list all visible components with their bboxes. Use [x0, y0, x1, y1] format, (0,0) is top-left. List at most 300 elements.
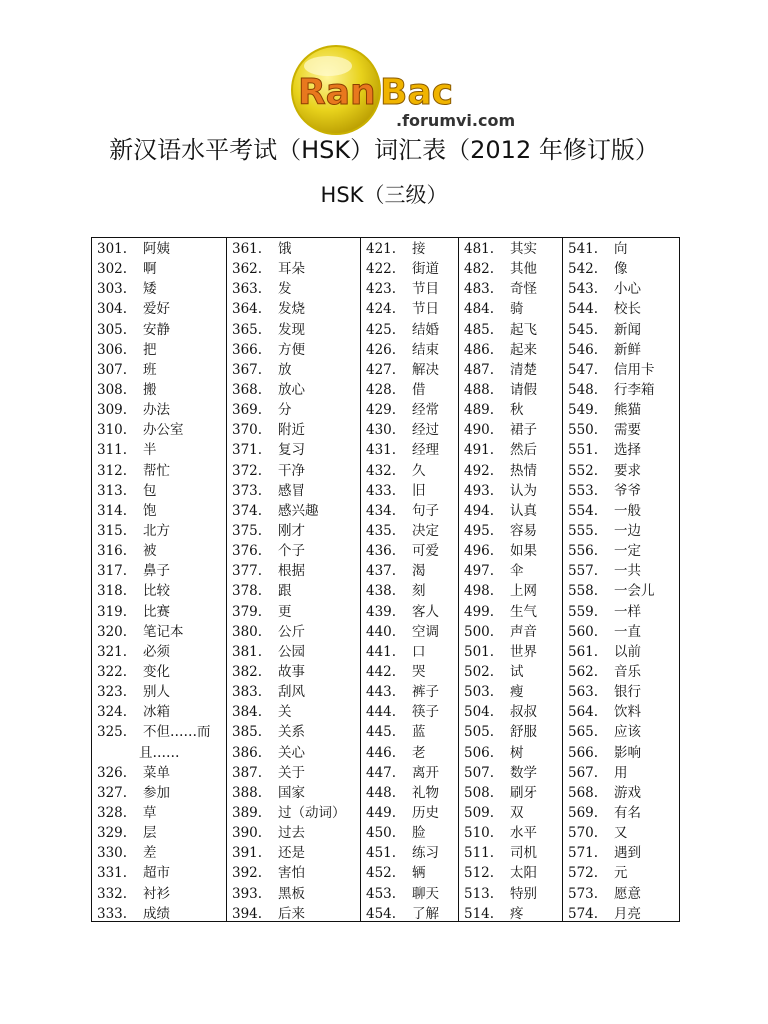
- vocab-word: 班: [143, 361, 157, 378]
- vocab-entry: [568, 360, 679, 380]
- vocab-entry: [464, 420, 562, 440]
- vocab-number: 313.: [97, 482, 128, 499]
- vocab-word: 哭: [412, 663, 426, 680]
- vocab-word: 办公室: [143, 422, 184, 439]
- vocab-word: 经常: [412, 402, 439, 419]
- vocab-entry: [97, 420, 226, 440]
- vocab-entry: [366, 581, 458, 601]
- vocab-word: 一定: [614, 543, 641, 560]
- vocab-entry: [232, 259, 360, 279]
- vocab-number: 485.: [464, 321, 495, 338]
- vocab-entry: [366, 823, 458, 843]
- vocab-entry: [97, 722, 226, 742]
- vocab-number: 488.: [464, 381, 495, 398]
- vocab-word: 感兴趣: [278, 502, 319, 519]
- vocab-word: 骑: [510, 301, 524, 318]
- vocab-number: 373.: [232, 482, 263, 499]
- vocab-number: 320.: [97, 623, 128, 640]
- vocab-word: 爷爷: [614, 482, 641, 499]
- vocab-number: 489.: [464, 402, 495, 419]
- vocab-word: 新鲜: [614, 341, 641, 358]
- vocab-entry: [464, 783, 562, 803]
- vocab-number: 566.: [568, 744, 599, 761]
- vocab-number: 393.: [232, 885, 263, 902]
- vocab-word: 饮料: [614, 704, 641, 721]
- vocab-word: 行李箱: [614, 381, 655, 398]
- vocab-entry: [568, 461, 679, 481]
- vocab-number: 383.: [232, 684, 263, 701]
- vocab-word: 旧: [412, 482, 426, 499]
- vocab-number: 430.: [366, 422, 397, 439]
- vocab-number: 314.: [97, 502, 128, 519]
- vocab-entry: [97, 259, 226, 279]
- vocab-entry: [366, 481, 458, 501]
- vocab-number: 423.: [366, 281, 397, 298]
- vocab-word: 小心: [614, 281, 641, 298]
- vocab-word: 鼻子: [143, 563, 170, 580]
- vocab-number: 550.: [568, 422, 599, 439]
- vocab-number: 484.: [464, 301, 495, 318]
- vocab-word: 树: [510, 744, 524, 761]
- vocab-entry: [568, 581, 679, 601]
- vocab-number: 312.: [97, 462, 128, 479]
- vocab-word: 菜单: [143, 764, 170, 781]
- vocab-entry: [97, 239, 226, 259]
- vocab-entry: [464, 259, 562, 279]
- vocab-word: 银行: [614, 684, 641, 701]
- vocab-entry: [366, 259, 458, 279]
- vocab-word: 发烧: [278, 301, 305, 318]
- vocab-word: 根据: [278, 563, 305, 580]
- vocab-entry: [366, 501, 458, 521]
- vocab-number: 569.: [568, 804, 599, 821]
- vocab-number: 437.: [366, 563, 397, 580]
- vocab-number: 555.: [568, 522, 599, 539]
- vocab-entry: [464, 380, 562, 400]
- vocab-number: 440.: [366, 623, 397, 640]
- vocab-word: 可爱: [412, 543, 439, 560]
- vocab-entry: [366, 803, 458, 823]
- vocab-entry: [464, 884, 562, 904]
- vocab-word: 刷牙: [510, 784, 537, 801]
- vocab-entry: [97, 682, 226, 702]
- vocab-number: 329.: [97, 825, 128, 842]
- vocab-word: 节日: [412, 301, 439, 318]
- vocab-word: 解决: [412, 361, 439, 378]
- vocab-number: 384.: [232, 704, 263, 721]
- vocab-word: 裙子: [510, 422, 537, 439]
- vocab-word: 阿姨: [143, 241, 170, 257]
- vocab-word: 刮风: [278, 684, 305, 701]
- vocab-word: 结婚: [412, 321, 439, 338]
- vocab-entry: [464, 863, 562, 883]
- vocab-word: 衬衫: [143, 885, 170, 902]
- vocab-number: 366.: [232, 341, 263, 358]
- vocab-number: 561.: [568, 643, 599, 660]
- vocab-entry: [568, 561, 679, 581]
- vocab-number: 497.: [464, 563, 495, 580]
- vocab-word: 礼物: [412, 784, 439, 801]
- vocab-word: 客人: [412, 603, 439, 620]
- vocab-number: 432.: [366, 462, 397, 479]
- vocab-word: 太阳: [510, 865, 537, 882]
- vocab-word: 经理: [412, 442, 439, 459]
- vocab-number: 546.: [568, 341, 599, 358]
- vocab-entry: [464, 763, 562, 783]
- vocab-word: 伞: [510, 563, 524, 580]
- vocab-entry: [568, 622, 679, 642]
- vocab-entry: [464, 279, 562, 299]
- vocab-entry: [366, 602, 458, 622]
- vocab-word: 句子: [412, 502, 439, 519]
- vocab-number: 327.: [97, 784, 128, 801]
- vocab-number: 563.: [568, 684, 599, 701]
- vocab-entry: [232, 743, 360, 763]
- vocab-word: 层: [143, 825, 157, 842]
- vocab-entry: [97, 904, 226, 924]
- vocab-number: 571.: [568, 845, 599, 862]
- vocab-word: 愿意: [614, 885, 641, 902]
- vocab-entry: [568, 843, 679, 863]
- vocab-word: 筷子: [412, 704, 439, 721]
- vocab-entry: [464, 239, 562, 259]
- page-subtitle: HSK（三级）: [320, 183, 448, 207]
- vocab-entry: [464, 320, 562, 340]
- vocab-entry: [464, 662, 562, 682]
- vocab-word: 空调: [412, 623, 439, 640]
- vocab-entry: [568, 400, 679, 420]
- vocab-column-3: [360, 238, 458, 921]
- vocab-entry: [464, 702, 562, 722]
- vocab-word: 经过: [412, 422, 439, 439]
- vocab-word: 附近: [278, 422, 305, 439]
- vocab-entry: [232, 803, 360, 823]
- vocab-word: 然后: [510, 442, 537, 459]
- vocab-entry: [568, 884, 679, 904]
- vocab-word: 月亮: [614, 905, 641, 922]
- vocab-entry: [568, 823, 679, 843]
- vocab-number: 362.: [232, 261, 263, 278]
- vocab-number: 390.: [232, 825, 263, 842]
- vocab-word: 公斤: [278, 623, 305, 640]
- vocab-entry: [568, 259, 679, 279]
- vocab-word: 选择: [614, 442, 641, 459]
- vocab-entry: [568, 541, 679, 561]
- vocab-number: 435.: [366, 522, 397, 539]
- vocab-entry: [366, 541, 458, 561]
- vocab-number: 425.: [366, 321, 397, 338]
- vocab-number: 385.: [232, 724, 263, 741]
- vocab-entry: [464, 440, 562, 460]
- vocab-word: 后来: [278, 905, 305, 922]
- vocab-entry: [464, 521, 562, 541]
- vocab-number: 453.: [366, 885, 397, 902]
- vocab-entry: [568, 602, 679, 622]
- vocab-word: 清楚: [510, 361, 537, 378]
- vocab-entry: [232, 440, 360, 460]
- vocab-word: 热情: [510, 462, 537, 479]
- vocab-word: 变化: [143, 663, 170, 680]
- vocab-word: 参加: [143, 784, 170, 801]
- vocab-word: 冰箱: [143, 704, 170, 721]
- vocab-word: 有名: [614, 804, 641, 821]
- vocab-word: 应该: [614, 724, 641, 741]
- vocab-word: 刚才: [278, 522, 305, 539]
- vocab-entry: [568, 299, 679, 319]
- vocab-word: 办法: [143, 402, 170, 419]
- logo-text-ran: Ran: [298, 72, 376, 113]
- vocab-entry: [568, 521, 679, 541]
- vocab-word: 像: [614, 261, 628, 278]
- vocab-word: 司机: [510, 845, 537, 862]
- vocab-number: 509.: [464, 804, 495, 821]
- vocab-word: 发现: [278, 321, 305, 338]
- vocab-word: 啊: [143, 261, 157, 278]
- vocab-number: 427.: [366, 361, 397, 378]
- vocab-number: 498.: [464, 583, 495, 600]
- vocab-number: 444.: [366, 704, 397, 721]
- vocab-number: 512.: [464, 865, 495, 882]
- vocab-word: 街道: [412, 261, 439, 278]
- vocab-entry: [97, 360, 226, 380]
- vocab-number: 332.: [97, 885, 128, 902]
- vocab-word: 声音: [510, 623, 537, 640]
- vocab-word: 遇到: [614, 845, 641, 862]
- vocab-number: 310.: [97, 422, 128, 439]
- vocab-number: 486.: [464, 341, 495, 358]
- vocab-number: 574.: [568, 905, 599, 922]
- vocab-entry: [568, 420, 679, 440]
- vocab-number: 378.: [232, 583, 263, 600]
- vocab-entry: [366, 380, 458, 400]
- vocab-word: 一共: [614, 563, 641, 580]
- vocab-word: 请假: [510, 381, 537, 398]
- vocab-word: 故事: [278, 663, 305, 680]
- vocab-word: 一边: [614, 522, 641, 539]
- vocab-entry: [97, 863, 226, 883]
- vocab-entry: [97, 561, 226, 581]
- vocab-number: 322.: [97, 663, 128, 680]
- vocab-number: 557.: [568, 563, 599, 580]
- vocab-word: 口: [412, 643, 426, 660]
- vocab-number: 549.: [568, 402, 599, 419]
- vocab-entry: [568, 682, 679, 702]
- vocab-number: 371.: [232, 442, 263, 459]
- vocab-entry: [97, 481, 226, 501]
- vocab-word: 分: [278, 402, 292, 419]
- vocab-entry: [366, 340, 458, 360]
- vocab-word: 特别: [510, 885, 537, 902]
- vocab-word: 借: [412, 381, 426, 398]
- vocab-number: 556.: [568, 543, 599, 560]
- vocab-entry: [464, 541, 562, 561]
- vocab-number: 503.: [464, 684, 495, 701]
- vocab-entry: [568, 340, 679, 360]
- vocab-entry: [366, 622, 458, 642]
- vocab-entry: [97, 763, 226, 783]
- vocab-word: 音乐: [614, 663, 641, 680]
- vocab-entry: [232, 622, 360, 642]
- vocab-number: 364.: [232, 301, 263, 318]
- vocab-word: 聊天: [412, 885, 439, 902]
- vocab-word: 搬: [143, 381, 157, 398]
- vocab-number: 502.: [464, 663, 495, 680]
- vocab-number: 303.: [97, 281, 128, 298]
- vocab-entry: [568, 722, 679, 742]
- vocab-word: 结束: [412, 341, 439, 358]
- vocab-word: 包: [143, 482, 157, 499]
- vocab-number: 421.: [366, 241, 397, 257]
- vocab-number: 363.: [232, 281, 263, 298]
- vocab-entry: [232, 400, 360, 420]
- vocab-column-1: [92, 238, 226, 921]
- vocab-entry: [232, 501, 360, 521]
- vocab-word: 世界: [510, 643, 537, 660]
- vocab-word: 上网: [510, 583, 537, 600]
- vocab-entry: [366, 763, 458, 783]
- vocab-entry: [464, 400, 562, 420]
- vocab-number: 389.: [232, 804, 263, 821]
- vocab-word: 发: [278, 281, 292, 298]
- vocab-word: 更: [278, 603, 292, 620]
- vocab-word: 关于: [278, 764, 305, 781]
- vocab-entry: [464, 360, 562, 380]
- vocab-entry: [464, 743, 562, 763]
- vocab-number: 508.: [464, 784, 495, 801]
- vocab-entry: [568, 501, 679, 521]
- vocab-entry: [366, 461, 458, 481]
- vocab-entry: [232, 299, 360, 319]
- vocab-number: 541.: [568, 241, 599, 257]
- vocab-entry: [232, 863, 360, 883]
- vocab-word: 需要: [614, 422, 641, 439]
- vocab-number: 333.: [97, 905, 128, 922]
- vocab-word: 脸: [412, 825, 426, 842]
- vocab-word: 一样: [614, 603, 641, 620]
- vocab-entry: [366, 360, 458, 380]
- vocab-entry: [464, 904, 562, 924]
- vocab-number: 565.: [568, 724, 599, 741]
- vocab-number: 504.: [464, 704, 495, 721]
- vocab-number: 391.: [232, 845, 263, 862]
- vocab-number: 572.: [568, 865, 599, 882]
- vocab-number: 558.: [568, 583, 599, 600]
- vocab-number: 422.: [366, 261, 397, 278]
- vocab-entry: [232, 380, 360, 400]
- vocab-number: 511.: [464, 845, 495, 862]
- vocab-word: 水平: [510, 825, 537, 842]
- vocab-word: 向: [614, 241, 628, 257]
- vocab-entry: [97, 581, 226, 601]
- vocab-entry: [97, 461, 226, 481]
- vocab-word: 一般: [614, 502, 641, 519]
- vocab-entry: [366, 320, 458, 340]
- vocab-entry: [568, 320, 679, 340]
- vocab-number: 379.: [232, 603, 263, 620]
- vocab-word: 帮忙: [143, 462, 170, 479]
- vocab-word: 笔记本: [143, 623, 184, 640]
- vocab-number: 490.: [464, 422, 495, 439]
- vocab-entry: [464, 481, 562, 501]
- vocab-entry: [464, 803, 562, 823]
- vocab-number: 568.: [568, 784, 599, 801]
- vocab-entry: [366, 239, 458, 259]
- vocab-word: 把: [143, 341, 157, 358]
- vocab-number: 367.: [232, 361, 263, 378]
- vocab-word: 要求: [614, 462, 641, 479]
- vocab-entry: [97, 320, 226, 340]
- vocab-entry: [232, 239, 360, 259]
- vocab-entry: [232, 541, 360, 561]
- vocab-number: 382.: [232, 663, 263, 680]
- vocab-number: 551.: [568, 442, 599, 459]
- vocab-number: 394.: [232, 905, 263, 922]
- vocab-entry: [97, 521, 226, 541]
- vocab-word: 决定: [412, 522, 439, 539]
- vocab-entry: [568, 662, 679, 682]
- vocab-word: 其他: [510, 261, 537, 278]
- vocab-word: 元: [614, 865, 628, 882]
- page-title: 新汉语水平考试（HSK）词汇表（2012 年修订版）: [109, 136, 659, 164]
- vocab-number: 445.: [366, 724, 397, 741]
- vocab-entry: [366, 863, 458, 883]
- vocab-number: 543.: [568, 281, 599, 298]
- vocab-number: 544.: [568, 301, 599, 318]
- vocab-entry: [366, 884, 458, 904]
- vocab-number: 514.: [464, 905, 495, 922]
- vocab-entry: [568, 642, 679, 662]
- vocab-entry: [97, 299, 226, 319]
- vocab-number: 323.: [97, 684, 128, 701]
- vocab-entry: [97, 743, 226, 763]
- vocab-number: 318.: [97, 583, 128, 600]
- vocab-word: 感冒: [278, 482, 305, 499]
- vocab-word: 历史: [412, 804, 439, 821]
- vocab-number: 507.: [464, 764, 495, 781]
- vocab-entry: [232, 521, 360, 541]
- vocab-number: 317.: [97, 563, 128, 580]
- vocab-word: 别人: [143, 684, 170, 701]
- vocab-word: 关心: [278, 744, 305, 761]
- vocab-word: 渴: [412, 563, 426, 580]
- vocab-word: 双: [510, 804, 524, 821]
- vocab-number: 361.: [232, 241, 263, 257]
- vocab-number: 442.: [366, 663, 397, 680]
- vocab-entry: [366, 843, 458, 863]
- vocab-entry: [568, 863, 679, 883]
- vocab-entry: [97, 279, 226, 299]
- vocab-number: 381.: [232, 643, 263, 660]
- vocab-word: 方便: [278, 341, 305, 358]
- vocab-entry: [97, 884, 226, 904]
- vocab-number: 376.: [232, 543, 263, 560]
- vocab-entry: [568, 763, 679, 783]
- vocab-word: 干净: [278, 462, 305, 479]
- vocab-number: 573.: [568, 885, 599, 902]
- vocab-entry: [366, 440, 458, 460]
- vocab-entry: [97, 541, 226, 561]
- vocab-entry: [232, 279, 360, 299]
- vocab-entry: [366, 400, 458, 420]
- vocab-number: 372.: [232, 462, 263, 479]
- vocab-word: 且……: [139, 744, 180, 761]
- vocab-number: 448.: [366, 784, 397, 801]
- vocab-word: 黑板: [278, 885, 305, 902]
- vocab-word: 影响: [614, 744, 641, 761]
- vocab-number: 446.: [366, 744, 397, 761]
- vocab-number: 428.: [366, 381, 397, 398]
- vocab-entry: [232, 682, 360, 702]
